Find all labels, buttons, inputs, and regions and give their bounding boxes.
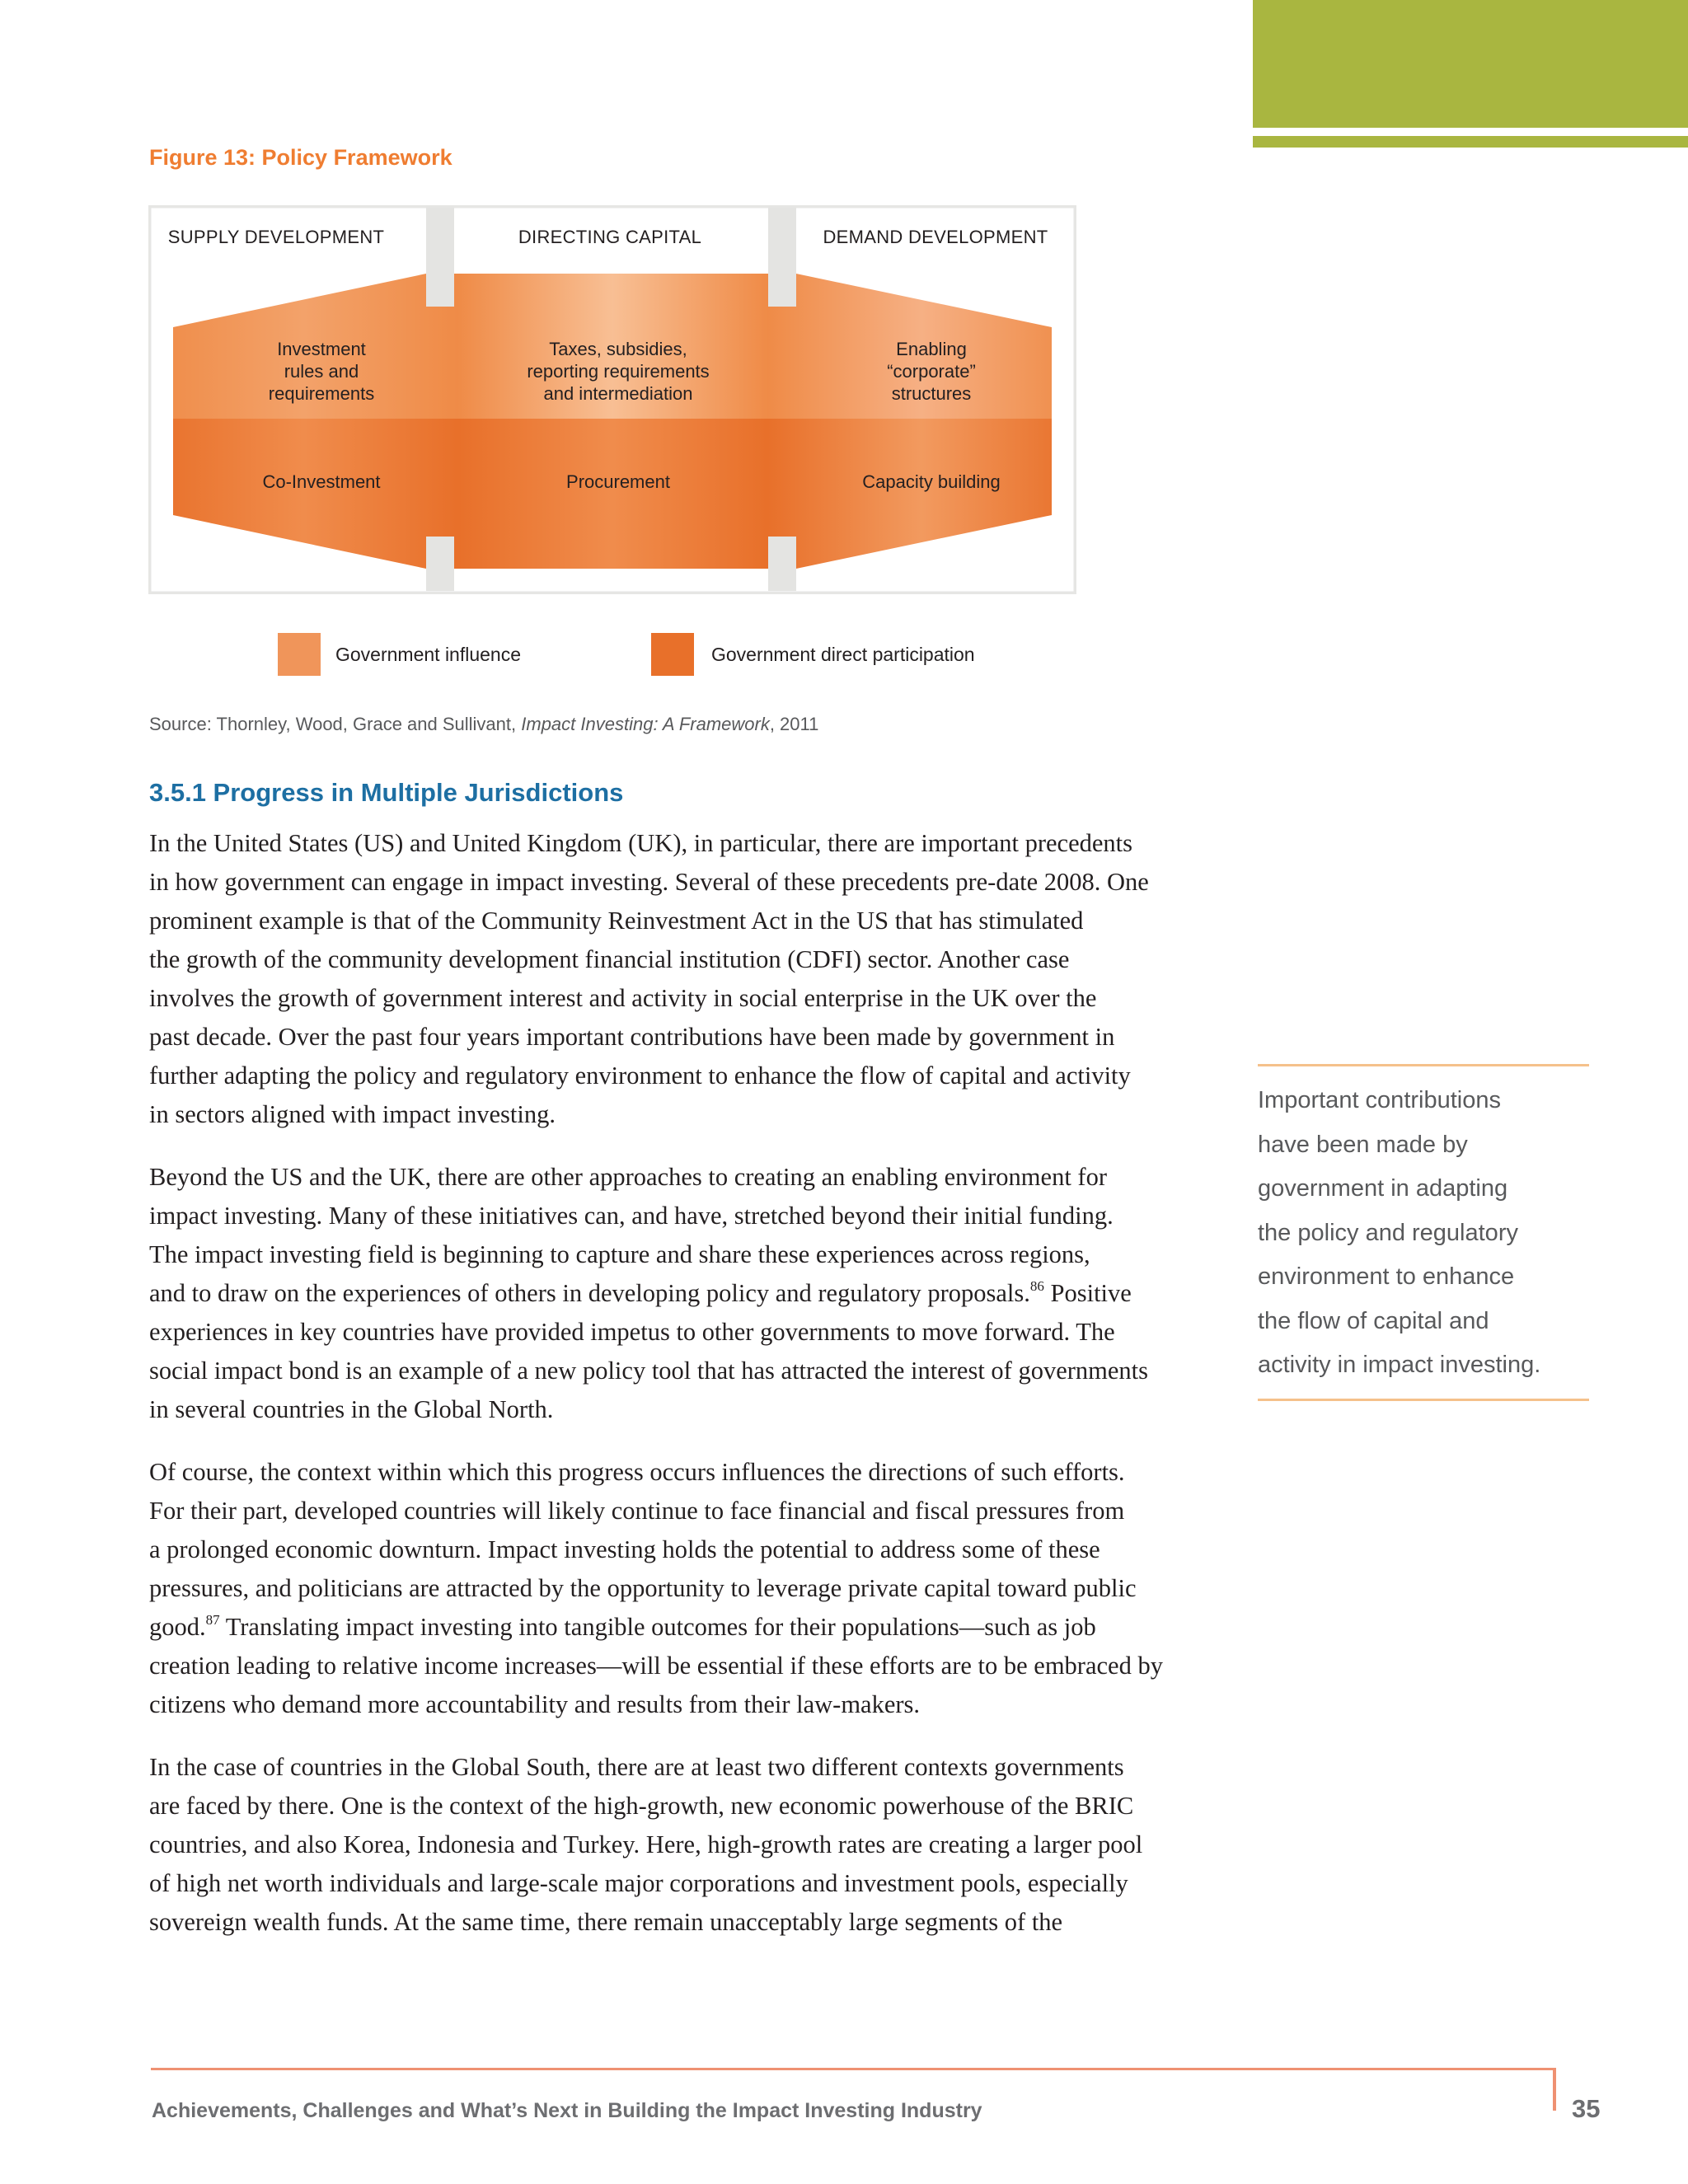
- body-line: impact investing. Many of these initiatives can, and have, stretched beyond their initial funding.: [149, 1202, 1114, 1230]
- body-line: in how government can engage in impact investing. Several of these precedents pre-date 2008. One: [149, 868, 1149, 896]
- pull-quote-line: the flow of capital and: [1258, 1307, 1489, 1334]
- body-line: The impact investing field is beginning to capture and share these experiences across regions,: [149, 1240, 1090, 1268]
- body-line: involves the growth of government interest and activity in social enterprise in the UK over the: [149, 984, 1097, 1012]
- column-header-supply: SUPPLY DEVELOPMENT: [167, 227, 385, 247]
- body-line: of high net worth individuals and large-scale major corporations and investment pools, especially: [149, 1869, 1128, 1897]
- footnote-ref: 87: [205, 1612, 220, 1628]
- body-text: [149, 824, 1221, 1966]
- body-line: prominent example is that of the Community Reinvestment Act in the US that has stimulated: [149, 907, 1084, 935]
- pull-quote-line: Important contributions: [1258, 1087, 1501, 1113]
- influence-label-capital: Taxes, subsidies, reporting requirements and intermediation: [527, 339, 710, 404]
- body-line: For their part, developed countries will likely continue to face financial and fiscal pressures from: [149, 1497, 1125, 1525]
- body-line: further adapting the policy and regulatory environment to enhance the flow of capital and activity: [149, 1062, 1131, 1090]
- influence-label-supply: Investment rules and requirements: [268, 339, 375, 404]
- pull-quote-top-rule: [1258, 1064, 1589, 1066]
- body-line: past decade. Over the past four years important contributions have been made by government in: [149, 1023, 1115, 1051]
- footnote-ref: 86: [1029, 1278, 1044, 1294]
- pull-quote-line: government in adapting: [1258, 1175, 1508, 1202]
- influence-label-demand: Enabling “corporate” structures: [887, 339, 976, 404]
- corner-accent-block: [1253, 0, 1688, 128]
- body-line: a prolonged economic downturn. Impact investing holds the potential to address some of these: [149, 1535, 1100, 1563]
- body-line: pressures, and politicians are attracted by the opportunity to leverage private capital toward public: [149, 1574, 1137, 1602]
- pull-quote-line: have been made by: [1258, 1131, 1468, 1158]
- figure-title: Figure 13: Policy Framework: [149, 145, 452, 170]
- direct-label-supply: Co-Investment: [262, 471, 381, 492]
- body-line: citizens who demand more accountability and results from their law-makers.: [149, 1690, 921, 1718]
- column-header-demand: DEMAND DEVELOPMENT: [823, 227, 1048, 247]
- body-line: In the United States (US) and United Kingdom (UK), in particular, there are important precedents: [149, 829, 1132, 857]
- page-number: 35: [1572, 2094, 1601, 2123]
- body-line: in sectors aligned with impact investing.: [149, 1100, 556, 1128]
- direct-label-demand: Capacity building: [862, 471, 1001, 492]
- body-paragraph: [149, 1453, 1221, 1724]
- pull-quote-line: environment to enhance: [1258, 1263, 1515, 1290]
- legend-swatch-direct: [651, 633, 694, 676]
- pull-quote-line: activity in impact investing.: [1258, 1352, 1541, 1378]
- footer-rule-tick: [1553, 2068, 1556, 2111]
- figure-source: Source: Thornley, Wood, Grace and Sullivant, Impact Investing: A Framework, 2011: [149, 714, 819, 734]
- section-heading: 3.5.1 Progress in Multiple Jurisdictions: [149, 778, 624, 807]
- body-line: countries, and also Korea, Indonesia and Turkey. Here, high-growth rates are creating a larger pool: [149, 1830, 1143, 1858]
- body-line: in several countries in the Global North.: [149, 1395, 554, 1423]
- body-line: social impact bond is an example of a new policy tool that has attracted the interest of governments: [149, 1357, 1149, 1385]
- body-line: In the case of countries in the Global South, there are at least two different contexts governments: [149, 1753, 1124, 1781]
- footer-rule: [151, 2068, 1554, 2070]
- policy-framework-diagram: [148, 205, 1076, 594]
- corner-accent-stripe: [1253, 136, 1688, 148]
- direct-label-capital: Procurement: [566, 471, 670, 492]
- footer-title: Achievements, Challenges and What’s Next in Building the Impact Investing Industry: [152, 2099, 982, 2122]
- body-line: the growth of the community development financial institution (CDFI) sector. Another case: [149, 945, 1070, 973]
- body-line: sovereign wealth funds. At the same time, there remain unacceptably large segments of the: [149, 1908, 1063, 1936]
- body-line: good.$^{87}$ Translating impact investing into tangible outcomes for their populations—such as job: [149, 1612, 1096, 1641]
- pull-quote: [1258, 1079, 1604, 1388]
- legend-swatch-influence: [278, 633, 321, 676]
- legend-label-direct: Government direct participation: [711, 644, 975, 665]
- column-header-capital: DIRECTING CAPITAL: [518, 227, 702, 247]
- body-paragraph: [149, 1748, 1221, 1942]
- legend-label-influence: Government influence: [335, 644, 522, 665]
- body-paragraph: [149, 1158, 1221, 1429]
- pull-quote-line: the policy and regulatory: [1258, 1219, 1518, 1246]
- body-line: and to draw on the experiences of others in developing policy and regulatory proposals.$^{86}$ Positive: [149, 1278, 1132, 1307]
- body-line: Beyond the US and the UK, there are other approaches to creating an enabling environment for: [149, 1163, 1107, 1191]
- body-paragraph: [149, 824, 1221, 1134]
- body-line: creation leading to relative income increases—will be essential if these efforts are to be embraced by: [149, 1652, 1163, 1680]
- body-line: experiences in key countries have provided impetus to other governments to move forward. The: [149, 1318, 1115, 1346]
- body-line: are faced by there. One is the context of the high-growth, new economic powerhouse of the BRIC: [149, 1792, 1134, 1820]
- body-line: Of course, the context within which this progress occurs influences the directions of such efforts.: [149, 1458, 1125, 1486]
- pull-quote-bottom-rule: [1258, 1399, 1589, 1401]
